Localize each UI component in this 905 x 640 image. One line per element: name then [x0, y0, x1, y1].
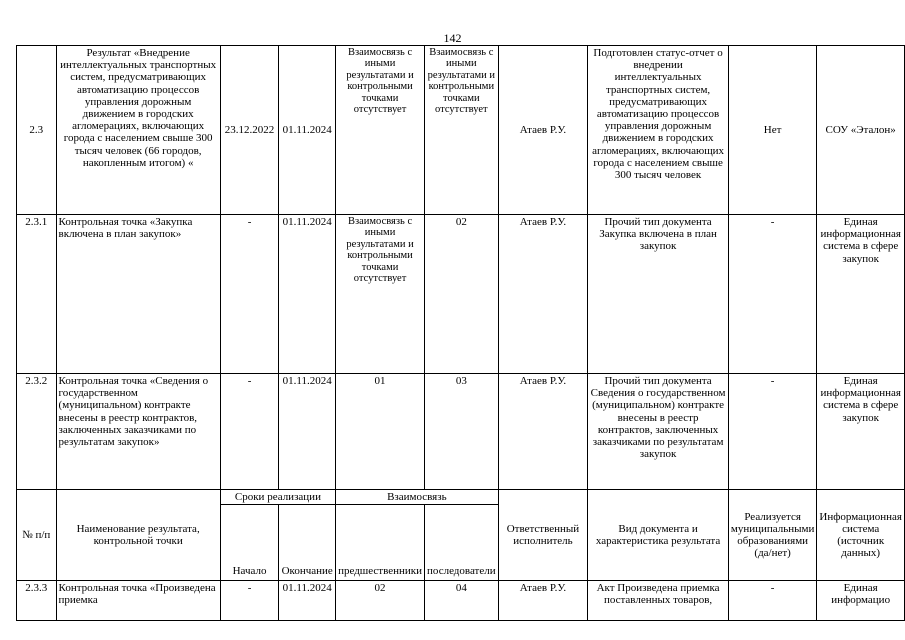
row-number: 2.3.1 — [17, 215, 57, 374]
responsible: Атаев Р.У. — [498, 374, 588, 490]
header-municipal: Реализуется муниципальными образованиями (да/нет) — [728, 490, 817, 581]
header-predecessors: предшественники — [336, 505, 425, 581]
result-name: Контрольная точка «Закупка включена в план закупок» — [56, 215, 220, 374]
responsible: Атаев Р.У. — [498, 581, 588, 621]
header-dates-group: Сроки реализации — [220, 490, 335, 505]
result-name: Результат «Внедрение интеллектуальных транспортных систем, предусматривающих автоматизацию процессов управления дорожным движением в городских агломерациях, включающих города с населением свыше 300 тысяч человек (66 городов, накопленным итогом) « — [56, 46, 220, 215]
start-date: 23.12.2022 — [220, 46, 279, 215]
end-date: 01.11.2024 — [279, 215, 336, 374]
table-row — [17, 374, 905, 490]
plan-table — [16, 45, 905, 621]
successors: 02 — [425, 215, 499, 374]
responsible: Атаев Р.У. — [498, 46, 588, 215]
municipal-flag: - — [728, 215, 817, 374]
header-end: Окончание — [279, 505, 336, 581]
info-system: СОУ «Эталон» — [817, 46, 905, 215]
successors: Взаимосвязь с иными результатами и контрольными точками отсутствует — [425, 46, 499, 215]
responsible: Атаев Р.У. — [498, 215, 588, 374]
municipal-flag: - — [728, 374, 817, 490]
table-header-row — [17, 490, 905, 505]
row-number: 2.3.3 — [17, 581, 57, 621]
start-date: - — [220, 374, 279, 490]
info-system: Единая информационная система в сфере закупок — [817, 374, 905, 490]
end-date: 01.11.2024 — [279, 46, 336, 215]
municipal-flag: - — [728, 581, 817, 621]
predecessors: Взаимосвязь с иными результатами и контрольными точками отсутствует — [336, 46, 425, 215]
predecessors: 01 — [336, 374, 425, 490]
page-number: 142 — [443, 31, 462, 45]
successors: 04 — [425, 581, 499, 621]
end-date: 01.11.2024 — [279, 374, 336, 490]
row-number: 2.3.2 — [17, 374, 57, 490]
end-date: 01.11.2024 — [279, 581, 336, 621]
header-system: Информационная система (источник данных) — [817, 490, 905, 581]
header-successors: последователи — [425, 505, 499, 581]
row-number: 2.3 — [17, 46, 57, 215]
header-start: Начало — [220, 505, 279, 581]
header-no: № п/п — [17, 490, 57, 581]
info-system: Единая информационная система в сфере закупок — [817, 215, 905, 374]
start-date: - — [220, 215, 279, 374]
document-description: Подготовлен статус-отчет о внедрении интеллектуальных транспортных систем, предусматривающих автоматизацию процессов управления дорожным движением в городских агломерациях, включающих города с населением свыше 300 тысяч человек — [588, 46, 729, 215]
successors: 03 — [425, 374, 499, 490]
document-description: Акт Произведена приемка поставленных товаров, — [588, 581, 729, 621]
start-date: - — [220, 581, 279, 621]
header-responsible: Ответственный исполнитель — [498, 490, 588, 581]
info-system: Единая информацио — [817, 581, 905, 621]
result-name: Контрольная точка «Сведения о государственном (муниципальном) контракте внесены в реестр контрактов, заключенных заказчиками по результатам закупок» — [56, 374, 220, 490]
header-link-group: Взаимосвязь — [336, 490, 499, 505]
result-name: Контрольная точка «Произведена приемка — [56, 581, 220, 621]
predecessors: 02 — [336, 581, 425, 621]
municipal-flag: Нет — [728, 46, 817, 215]
predecessors: Взаимосвязь с иными результатами и контрольными точками отсутствует — [336, 215, 425, 374]
table-row — [17, 215, 905, 374]
document-description: Прочий тип документа Сведения о государственном (муниципальном) контракте внесены в реестр контрактов, заключенных заказчиками по результатам закупок — [588, 374, 729, 490]
header-name: Наименование результата, контрольной точки — [56, 490, 220, 581]
document-description: Прочий тип документа Закупка включена в план закупок — [588, 215, 729, 374]
table-row — [17, 581, 905, 621]
table-row — [17, 46, 905, 215]
header-doc: Вид документа и характеристика результата — [588, 490, 729, 581]
